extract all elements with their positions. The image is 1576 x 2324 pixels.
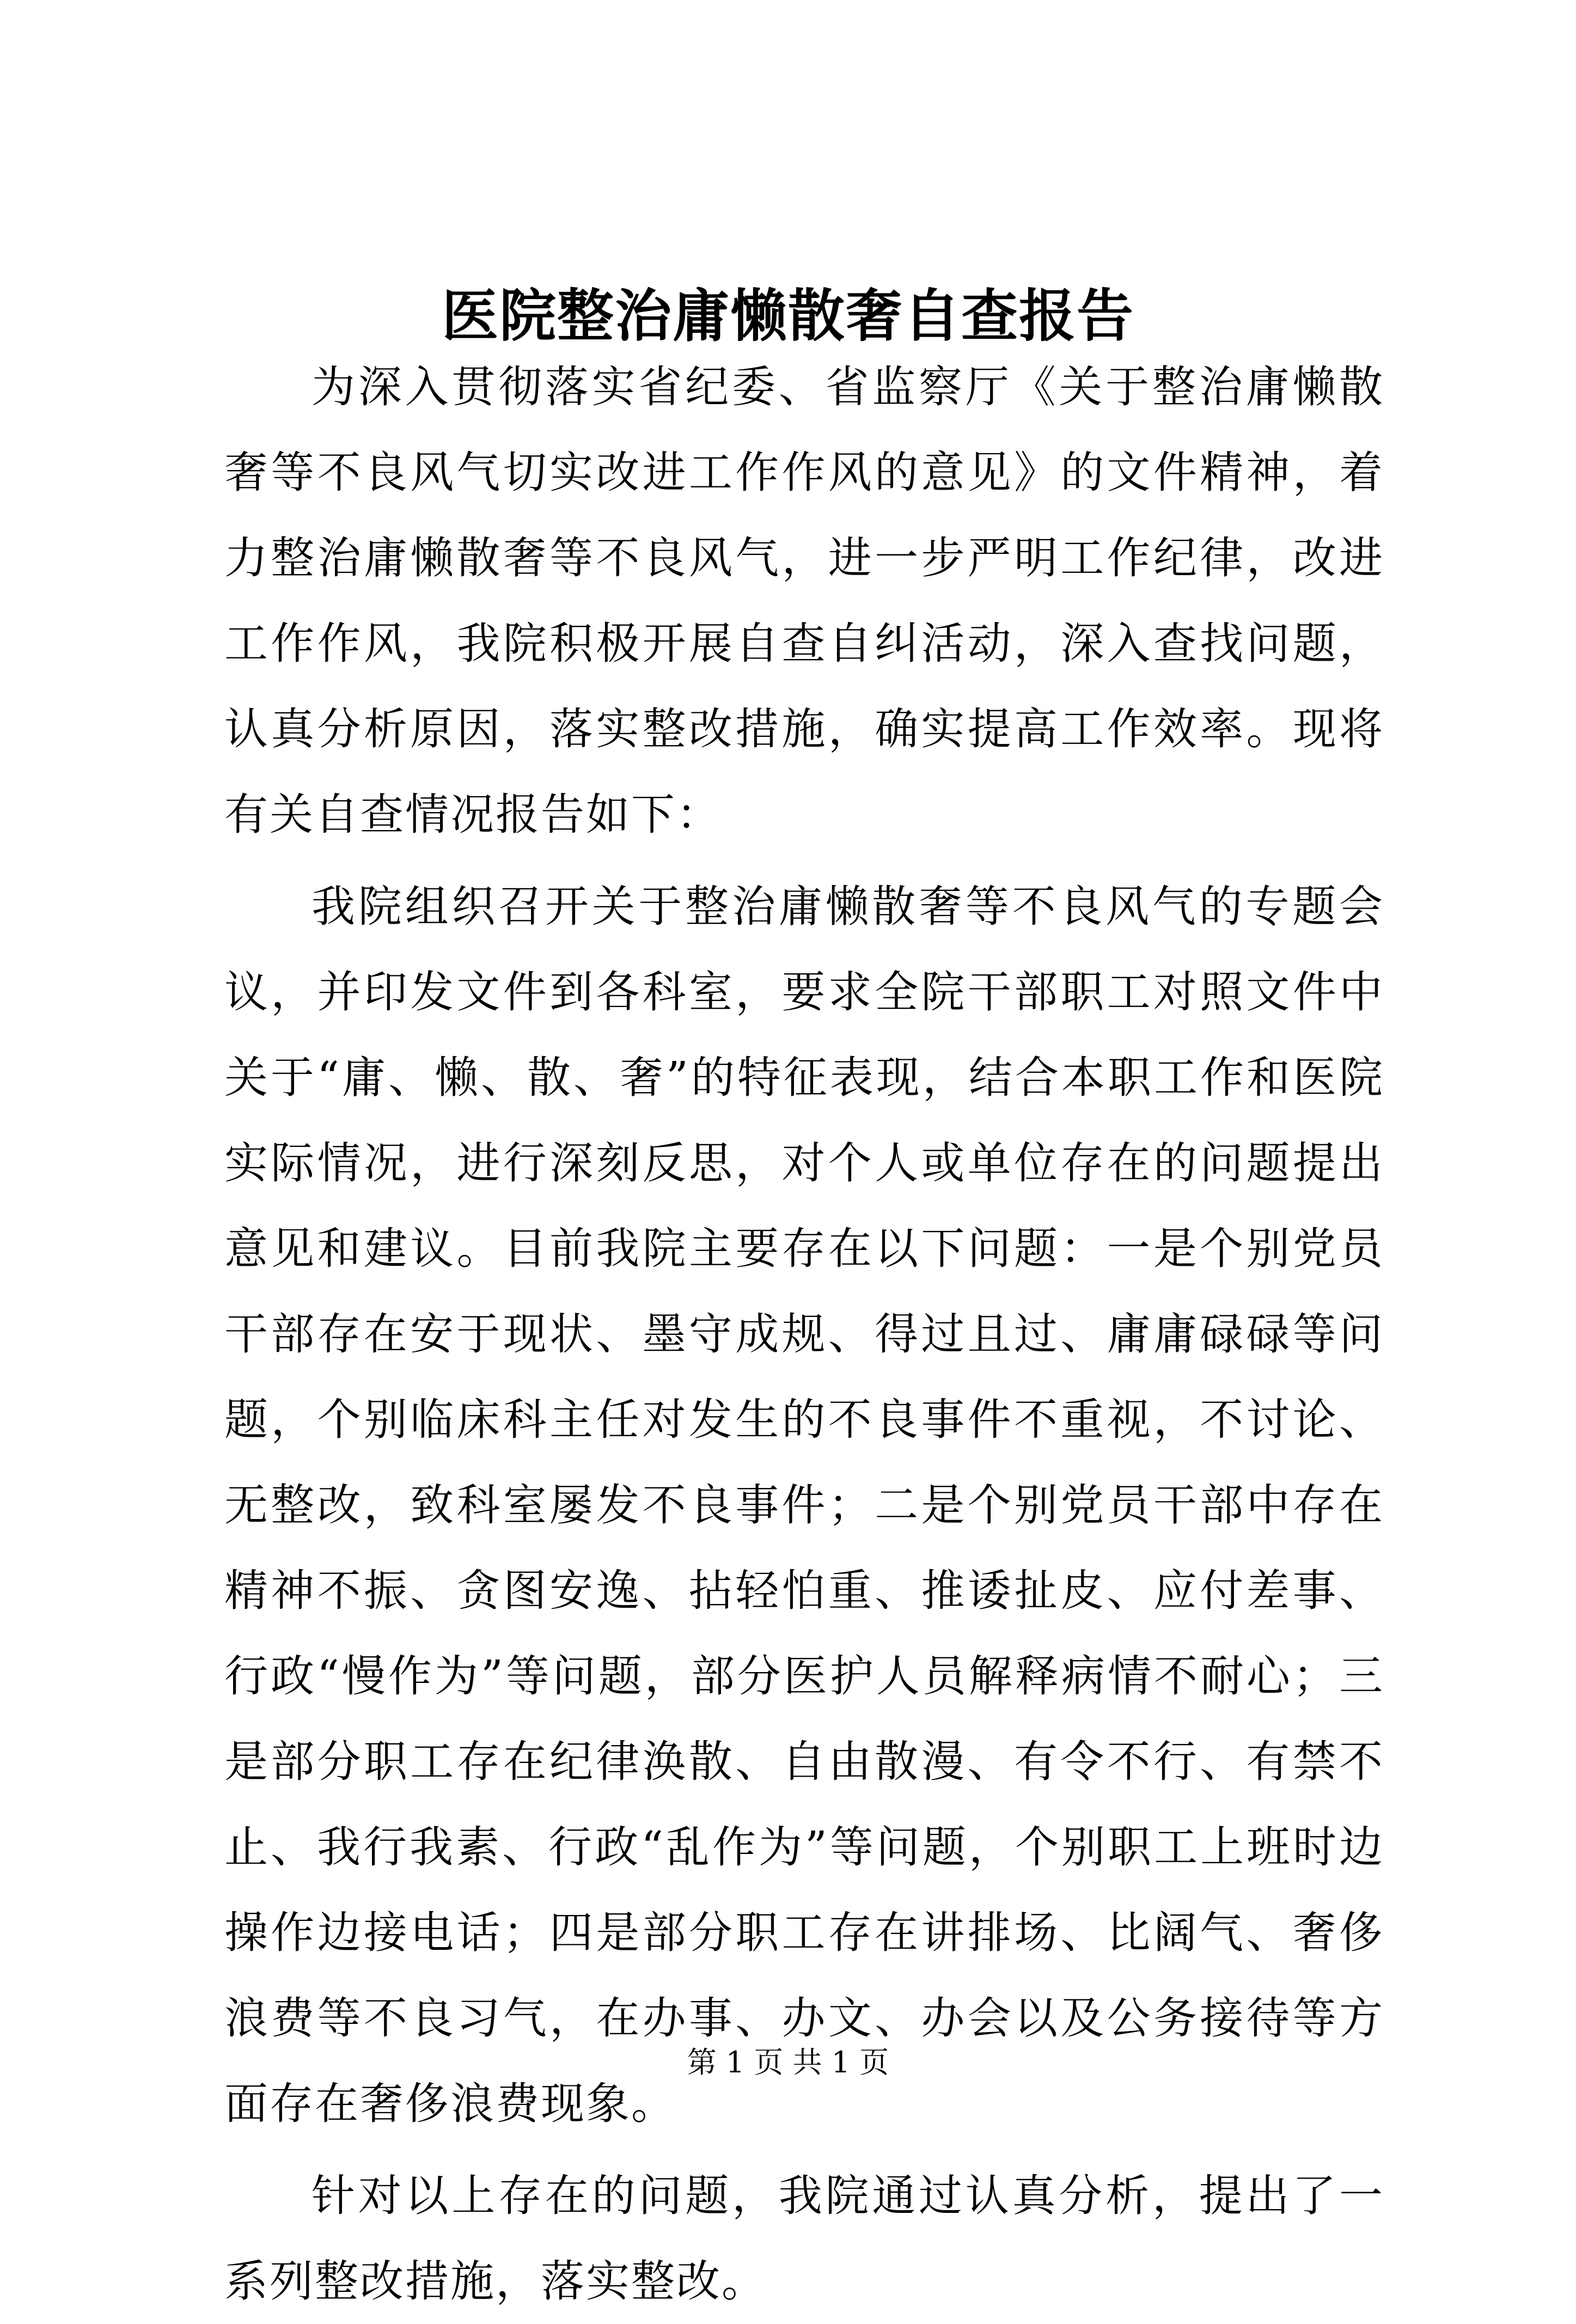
paragraph-measures: 针对以上存在的问题，我院通过认真分析，提出了一系列整改措施，落实整改。 xyxy=(224,2170,1384,2307)
paragraph-intro: 为深入贯彻落实省纪委、省监察厅《关于整治庸懒散奢等不良风气切实改进工作作风的意见》的文件精神，着力整治庸懒散奢等不良风气，进一步严明工作纪律，改进工作作风，我院积极开展自查自纠活动，深入查找问题，认真分析原因，落实整改措施，确实提高工作效率。现将有关自查情况报告如下： xyxy=(224,362,1384,840)
document-title: 医院整治庸懒散奢自查报告 xyxy=(441,282,1134,349)
page-number-footer: 第 1 页 共 1 页 xyxy=(687,2045,889,2079)
document-body xyxy=(224,344,1384,2324)
paragraph-problems: 我院组织召开关于整治庸懒散奢等不良风气的专题会议，并印发文件到各科室，要求全院干部职工对照文件中关于“庸、懒、散、奢”的特征表现，结合本职工作和医院实际情况，进行深刻反思，对个人或单位存在的问题提出意见和建议。目前我院主要存在以下问题：一是个别党员干部存在安于现状、墨守成规、得过且过、庸庸碌碌等问题，个别临床科主任对发生的不良事件不重视，不讨论、无整改，致科室屡发不良事件；二是个别党员干部中存在精神不振、贪图安逸、拈轻怕重、推诿扯皮、应付差事、行政“慢作为”等问题，部分医护人员解释病情不耐心；三是部分职工存在纪律涣散、自由散漫、有令不行、有禁不止、我行我素、行政“乱作为”等问题，个别职工上班时边操作边接电话；四是部分职工存在讲排场、比阔气、奢侈浪费等不良习气，在办事、办文、办会以及公务接待等方面存在奢侈浪费现象。 xyxy=(224,881,1384,2129)
